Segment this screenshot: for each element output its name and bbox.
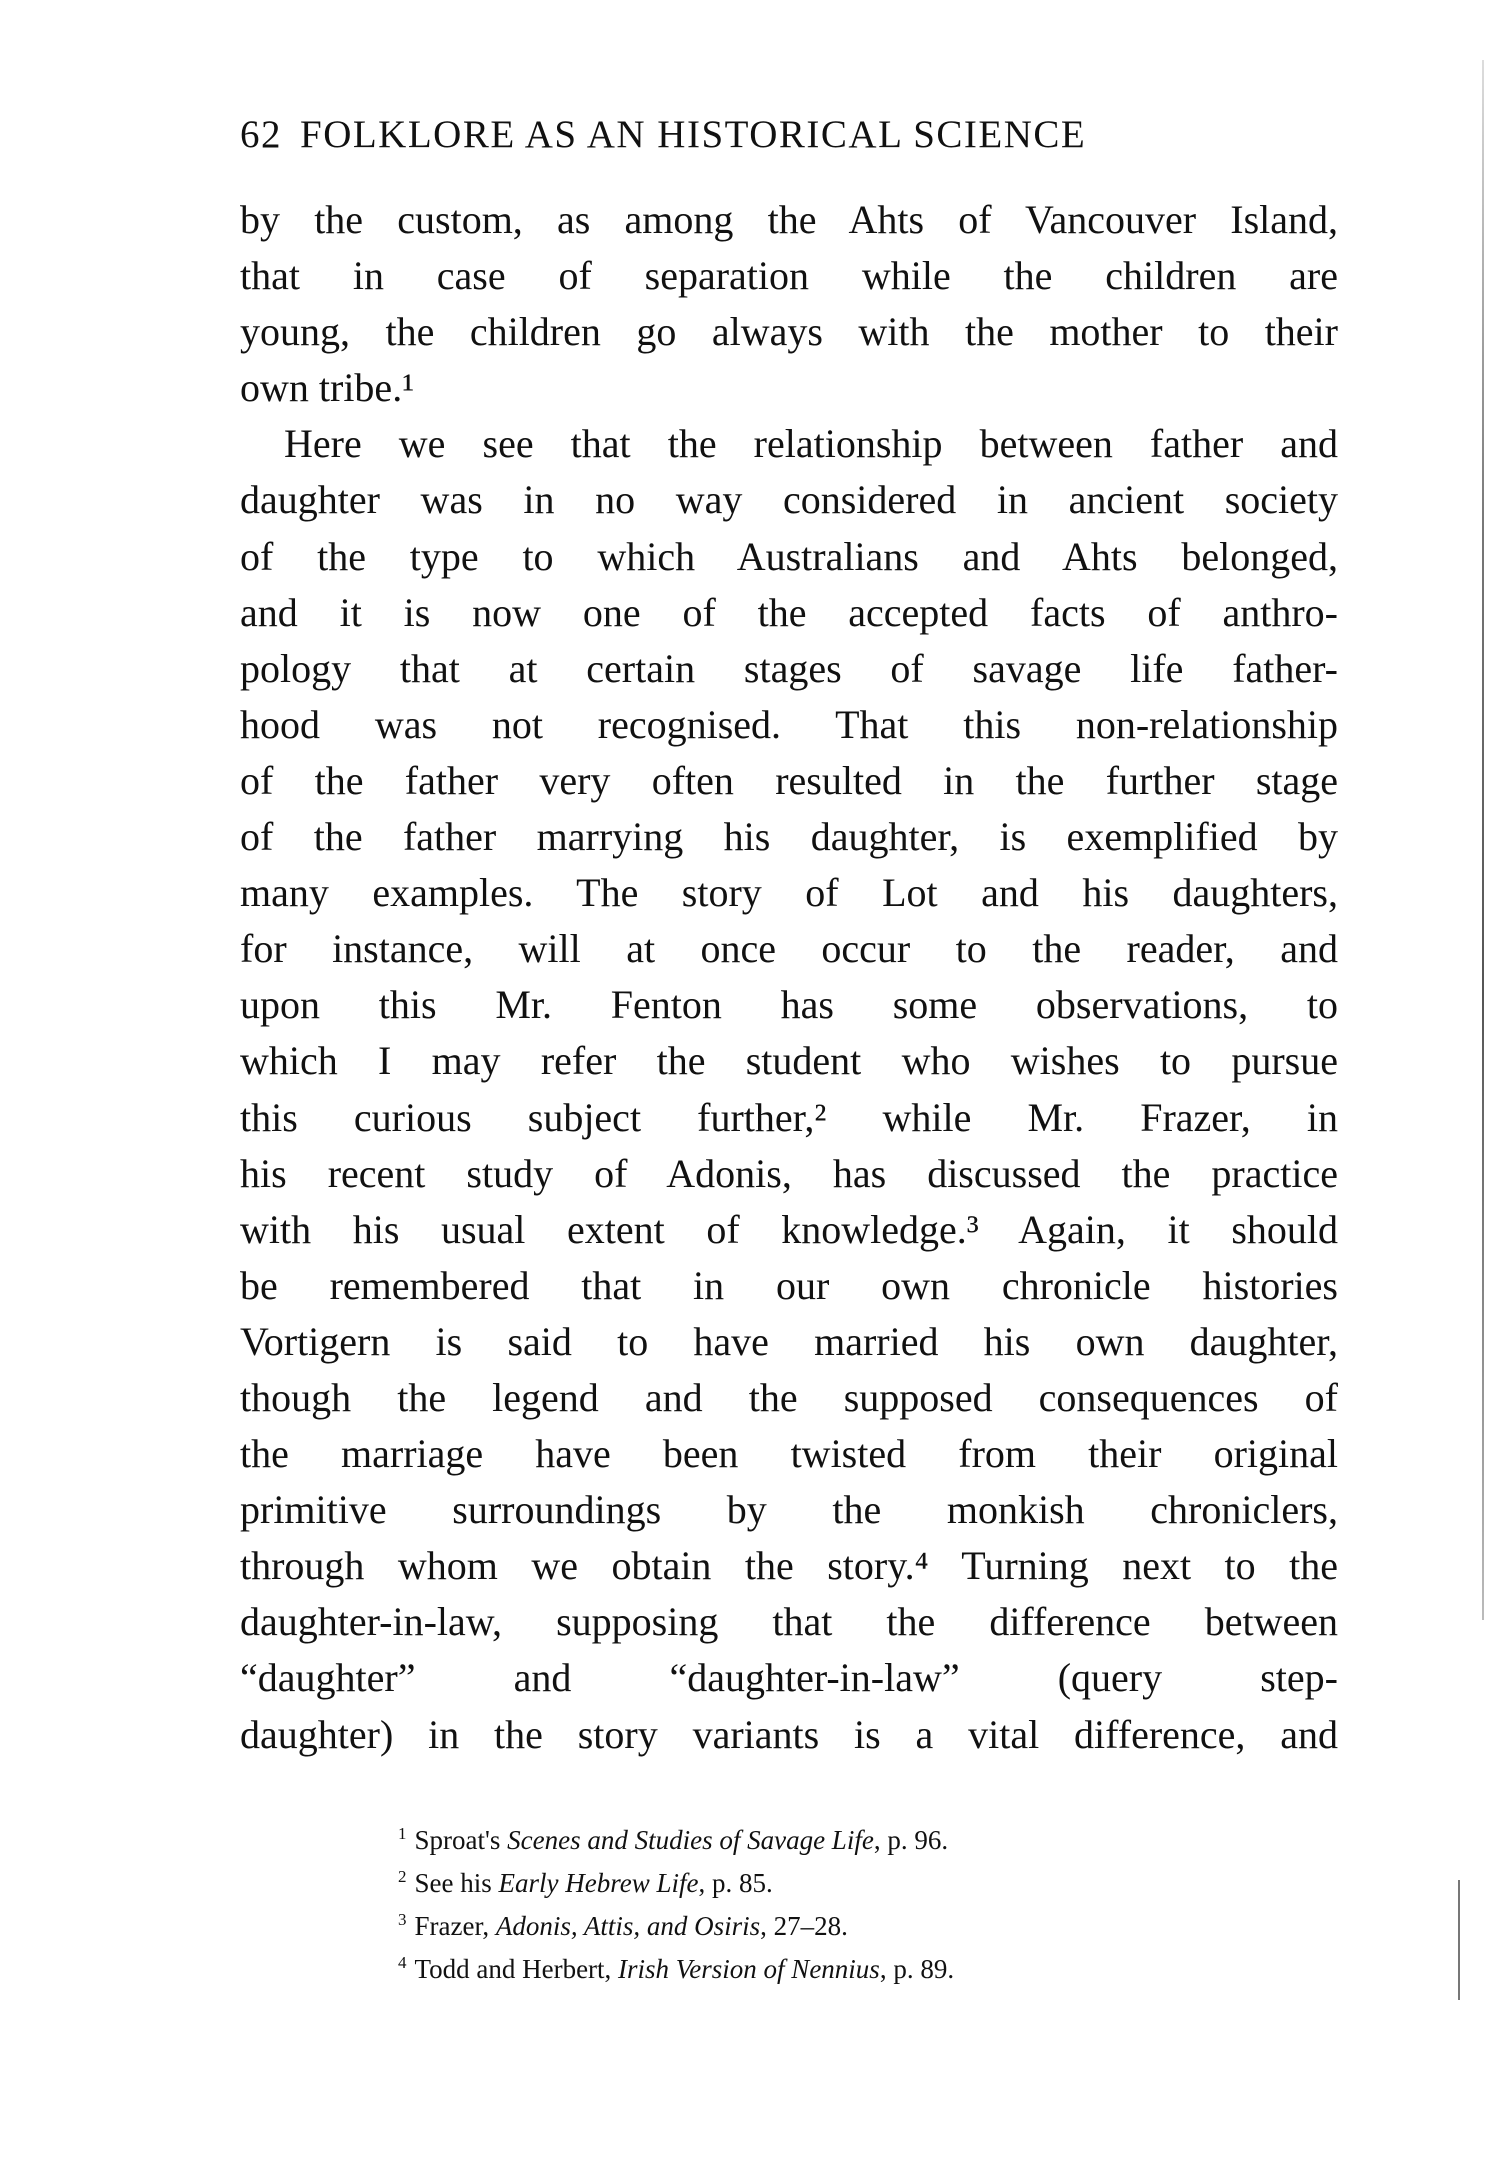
- text-line: the marriage have been twisted from their original: [240, 1431, 1338, 1477]
- footnote: [398, 1812, 954, 1855]
- text-line: of the father marrying his daughter, is exemplified by: [240, 814, 1338, 860]
- text-line: for instance, will at once occur to the reader, and: [240, 926, 1338, 972]
- text-line: of the type to which Australians and Ahts belonged,: [240, 533, 1338, 579]
- text-line: that in case of separation while the children are: [240, 253, 1338, 299]
- body-text: [240, 192, 1338, 1763]
- text-line: this curious subject further,² while Mr. Frazer, in: [240, 1094, 1338, 1140]
- footnote-number: 3: [398, 1910, 407, 1929]
- text-line: upon this Mr. Fenton has some observations, to: [240, 982, 1338, 1028]
- footnote-title: Irish Version of Nennius: [618, 1954, 880, 1984]
- text-line: of the father very often resulted in the further stage: [240, 757, 1338, 803]
- text-line: young, the children go always with the mother to their: [240, 309, 1338, 355]
- footnote-text: , p. 85.: [698, 1868, 773, 1898]
- footnote: [398, 1941, 954, 1984]
- text-line: daughter was in no way considered in ancient society: [240, 477, 1338, 523]
- page-number: 62: [240, 113, 282, 156]
- footnote: [398, 1855, 954, 1898]
- page-edge-shadow: [1482, 60, 1484, 1620]
- text-line: pology that at certain stages of savage life father-: [240, 645, 1338, 691]
- text-line: own tribe.¹: [240, 365, 415, 411]
- footnote-text: , p. 89.: [879, 1954, 955, 1984]
- text-line: and it is now one of the accepted facts of anthro-: [240, 589, 1338, 635]
- footnote-number: 2: [398, 1867, 407, 1886]
- text-line: which I may refer the student who wishes to pursue: [240, 1038, 1338, 1084]
- footnote-text: See his: [414, 1868, 499, 1898]
- running-title: FOLKLORE AS AN HISTORICAL SCIENCE: [300, 113, 1087, 156]
- text-line: be remembered that in our own chronicle histories: [240, 1262, 1338, 1308]
- footnote-text: , 27–28.: [760, 1911, 848, 1941]
- footnote-text: Sproat's: [414, 1825, 508, 1855]
- text-line: Vortigern is said to have married his own daughter,: [240, 1318, 1338, 1364]
- footnote-text: Todd and Herbert,: [414, 1954, 619, 1984]
- text-line: daughter-in-law, supposing that the difference between: [240, 1599, 1338, 1645]
- footnote: [398, 1898, 954, 1941]
- page-edge-mark: [1458, 1880, 1460, 2000]
- text-line: through whom we obtain the story.⁴ Turning next to the: [240, 1543, 1338, 1589]
- running-header: [240, 112, 1086, 157]
- footnote-number: 4: [398, 1953, 407, 1972]
- text-line: with his usual extent of knowledge.³ Again, it should: [240, 1206, 1338, 1252]
- text-line: primitive surroundings by the monkish chroniclers,: [240, 1487, 1338, 1533]
- text-line: by the custom, as among the Ahts of Vancouver Island,: [240, 197, 1338, 242]
- footnote-title: Adonis, Attis, and Osiris: [495, 1911, 761, 1941]
- footnote-number: 1: [398, 1824, 407, 1843]
- text-line: many examples. The story of Lot and his daughters,: [240, 870, 1338, 916]
- text-line: “daughter” and “daughter-in-law” (query step-: [240, 1655, 1338, 1701]
- footnotes: [398, 1812, 954, 1984]
- text-line: hood was not recognised. That this non-relationship: [240, 701, 1338, 747]
- text-line: Here we see that the relationship between father and: [284, 421, 1338, 467]
- footnote-title: Early Hebrew Life: [498, 1868, 699, 1898]
- footnote-text: , p. 96.: [873, 1825, 949, 1855]
- text-line: daughter) in the story variants is a vital difference, and: [240, 1711, 1338, 1757]
- text-line: though the legend and the supposed consequences of: [240, 1374, 1338, 1420]
- footnote-text: Frazer,: [414, 1911, 496, 1941]
- text-line: his recent study of Adonis, has discussed the practice: [240, 1150, 1338, 1196]
- footnote-title: Scenes and Studies of Savage Life: [507, 1825, 874, 1855]
